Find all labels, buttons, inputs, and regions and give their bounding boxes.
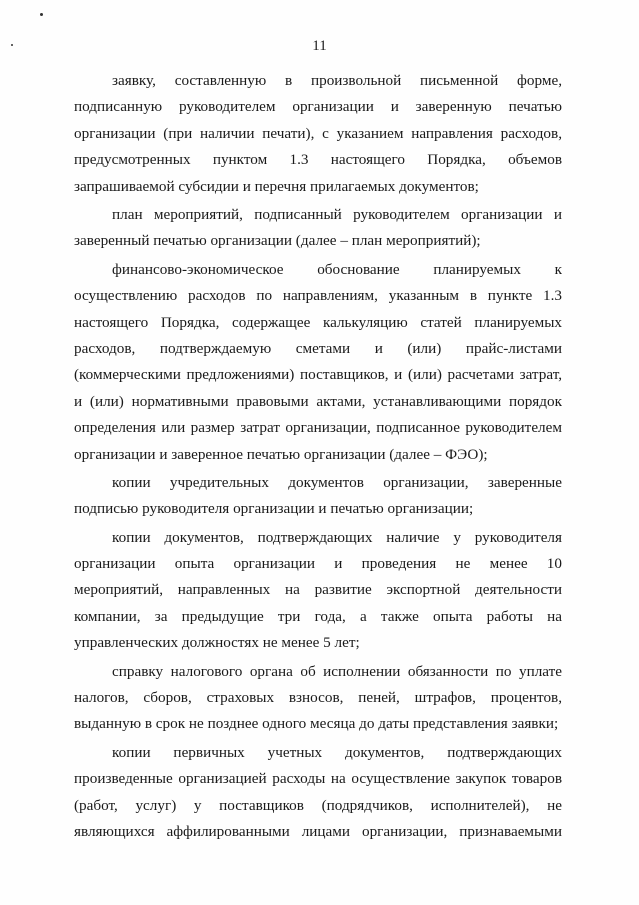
text-line: управленческих должностях не менее 5 лет; bbox=[74, 634, 360, 652]
scan-speck bbox=[40, 13, 43, 16]
text-line: организации и заверенное печатью организации (далее – ФЭО); bbox=[74, 445, 488, 463]
text-line: выданную в срок не позднее одного месяца до даты представления заявки; bbox=[74, 715, 559, 733]
text-line: организации опыта организации и проведения не менее 10 bbox=[74, 555, 562, 573]
text-line: налогов, сборов, страховых взносов, пеней, штрафов, процентов, bbox=[74, 689, 562, 707]
text-line: копии учредительных документов организации, заверенные bbox=[112, 473, 562, 491]
paragraph-tax-certificate bbox=[74, 659, 562, 738]
text-line: расходов, подтверждаемую сметами и (или) прайс-листами bbox=[74, 339, 562, 357]
text-line: осуществлению расходов по направлениям, указанным в пункте 1.3 bbox=[74, 287, 562, 305]
text-line: мероприятий, направленных на развитие экспортной деятельности bbox=[74, 581, 562, 599]
text-line: копии документов, подтверждающих наличие у руководителя bbox=[112, 528, 562, 546]
text-line: предусмотренных пунктом 1.3 настоящего Порядка, объемов bbox=[74, 151, 562, 169]
text-line: являющихся аффилированными лицами организации, признаваемыми bbox=[74, 823, 562, 841]
text-line: заверенный печатью организации (далее – план мероприятий); bbox=[74, 232, 481, 250]
text-line: заявку, составленную в произвольной письменной форме, bbox=[112, 72, 562, 89]
text-line: произведенные организацией расходы на осуществление закупок товаров bbox=[74, 770, 562, 788]
text-line: подписью руководителя организации и печатью организации; bbox=[74, 500, 474, 518]
text-line: подписанную руководителем организации и заверенную печатью bbox=[74, 98, 562, 116]
paragraph-event-plan bbox=[74, 202, 562, 255]
document-body bbox=[74, 68, 562, 845]
text-line: и (или) нормативными правовыми актами, устанавливающими порядок bbox=[74, 392, 562, 410]
text-line: определения или размер затрат организации, подписанное руководителем bbox=[74, 419, 562, 437]
paragraph-primary-documents bbox=[74, 740, 562, 846]
text-line: организации (при наличии печати), с указанием направления расходов, bbox=[74, 124, 562, 142]
paragraph-founding-documents bbox=[74, 470, 562, 523]
text-line: финансово-экономическое обоснование планируемых к bbox=[112, 260, 562, 278]
page-number: 11 bbox=[312, 38, 327, 54]
text-line: (коммерческими предложениями) поставщиков, и (или) расчетами затрат, bbox=[74, 366, 562, 384]
text-line: справку налогового органа об исполнении обязанности по уплате bbox=[112, 662, 562, 680]
text-line: запрашиваемой субсидии и перечня прилагаемых документов; bbox=[74, 177, 479, 195]
paragraph-director-experience bbox=[74, 525, 562, 657]
text-line: план мероприятий, подписанный руководителем организации и bbox=[112, 205, 562, 223]
paragraph-application bbox=[74, 68, 562, 200]
text-line: настоящего Порядка, содержащее калькуляцию статей планируемых bbox=[74, 313, 562, 331]
paragraph-financial-justification bbox=[74, 257, 562, 468]
text-line: компании, за предыдущие три года, а также опыта работы на bbox=[74, 607, 562, 625]
text-line: копии первичных учетных документов, подтверждающих bbox=[112, 743, 562, 761]
text-line: (работ, услуг) у поставщиков (подрядчиков, исполнителей), не bbox=[74, 796, 562, 814]
